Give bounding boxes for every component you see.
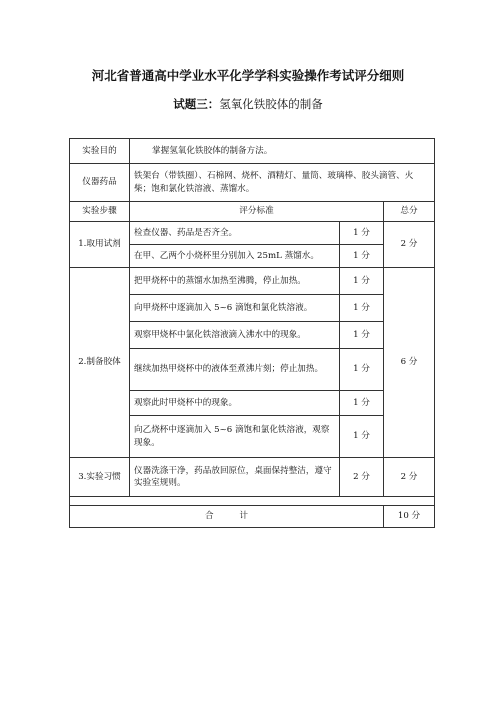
section-2-item-2-score: 1 分 [340,295,384,322]
section-2-item-6-text: 向乙烧杯中逐滴加入 5~6 滴饱和氯化铁溶液，观察现象。 [130,416,340,458]
section-3-item-1-text: 仪器洗涤干净，药品放回原位，桌面保持整洁，遵守实验室规则。 [130,458,340,497]
equipment-label: 仪器药品 [70,164,130,202]
purpose-text: 掌握氢氧化铁胶体的制备方法。 [130,139,435,164]
section-2-item-3-text: 观察甲烧杯中氯化铁溶液滴入沸水中的现象。 [130,322,340,349]
section-2-item-1-score: 1 分 [340,268,384,295]
section-1-name: 1.取用试剂 [70,222,130,268]
section-1-item-1-score: 1 分 [340,222,384,245]
subtitle-name: 氢氧化铁胶体的制备 [219,97,323,111]
subtitle [0,96,496,112]
page-title: 河北省普通高中学业水平化学学科实验操作考试评分细则 [91,68,405,83]
section-2-total: 6 分 [384,268,435,458]
section-3-total: 2 分 [384,458,435,497]
section-1-item-2-score: 1 分 [340,245,384,268]
section-1-item-2-text: 在甲、乙两个小烧杯里分别加入 25mL 蒸馏水。 [130,245,340,268]
footer-label: 合 计 [70,506,384,528]
section-3-name: 3.实验习惯 [70,458,130,497]
equipment-text: 铁架台（带铁圈）、石棉网、烧杯、酒精灯、量筒、玻璃棒、胶头滴管、火柴；饱和氯化铁溶液、蒸馏水。 [130,164,435,202]
section-2-item-5-text: 观察此时甲烧杯中的现象。 [130,391,340,416]
section-1-item-1-text: 检查仪器、药品是否齐全。 [130,222,340,245]
section-2-name: 2.制备胶体 [70,268,130,458]
section-2-item-2-text: 向甲烧杯中逐滴加入 5~6 滴饱和氯化铁溶液。 [130,295,340,322]
subtitle-prefix: 试题三： [173,97,220,111]
header-total: 总分 [384,202,435,222]
section-2-item-4-text: 继续加热甲烧杯中的液体至煮沸片刻；停止加热。 [130,349,340,391]
footer-total: 10 分 [384,506,435,528]
section-2-item-1-text: 把甲烧杯中的蒸馏水加热至沸腾，停止加热。 [130,268,340,295]
section-2-item-6-score: 1 分 [340,416,384,458]
section-2-item-5-score: 1 分 [340,391,384,416]
header-step: 实验步骤 [70,202,130,222]
header-criteria: 评分标准 [130,202,384,222]
section-3-item-1-score: 2 分 [340,458,384,497]
section-2-item-3-score: 1 分 [340,322,384,349]
purpose-label: 实验目的 [70,139,130,164]
scoring-table [69,138,435,528]
section-2-item-4-score: 1 分 [340,349,384,391]
section-1-total: 2 分 [384,222,435,268]
